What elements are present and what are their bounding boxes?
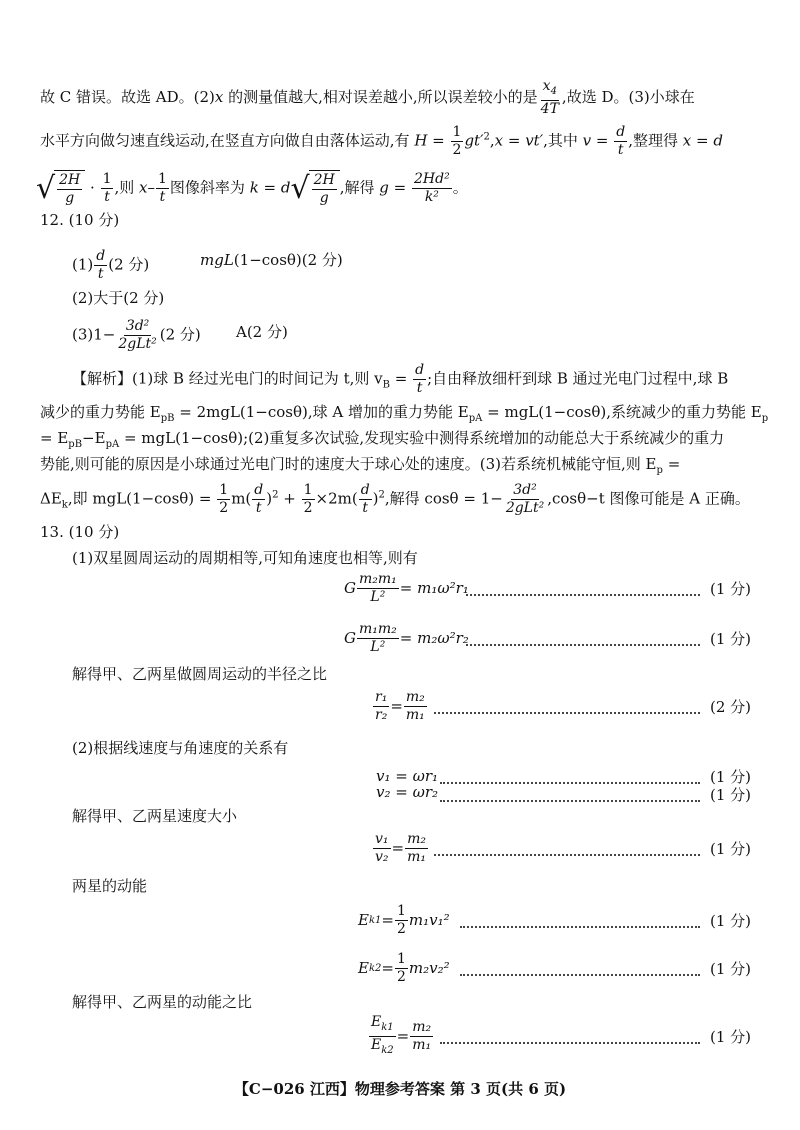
text: mgL <box>200 251 234 269</box>
fraction <box>373 689 389 724</box>
fraction <box>405 831 428 866</box>
q13-step-4: 解得甲、乙两星速度大小 <box>72 807 238 825</box>
fraction <box>116 318 158 353</box>
text: 图像斜率为 <box>169 178 250 197</box>
text: = m₂ω²r₂ <box>399 629 469 647</box>
text: ,故选 D。(3)小球在 <box>561 88 695 106</box>
frac-num: d <box>254 482 264 498</box>
subscript: 4 <box>550 86 557 97</box>
frac-num: 3d² <box>125 318 150 334</box>
q13-eq-7 <box>358 900 450 940</box>
sqrt <box>36 170 85 207</box>
points-label: (1 分) <box>710 768 752 786</box>
text: −E <box>82 429 106 447</box>
q12-analysis-2 <box>40 402 768 429</box>
fraction <box>359 482 372 517</box>
frac-num: 1 <box>396 902 406 919</box>
text: – <box>147 178 155 197</box>
frac-den: t <box>416 380 423 396</box>
q13-eq-5: v₂ = ωr₂ <box>376 783 439 801</box>
fraction <box>451 124 464 159</box>
text: = mgL(1−cosθ),系统减少的重力势能 E <box>482 403 762 421</box>
frac-num: d <box>96 248 106 264</box>
frac-num: m₂ <box>405 688 425 705</box>
frac-num: 3d² <box>513 482 537 498</box>
leader-dots <box>434 854 700 856</box>
frac-den: 2 <box>396 920 406 937</box>
fraction <box>252 482 265 517</box>
frac-num: 1 <box>452 124 462 140</box>
text: ,整理得 <box>628 131 683 150</box>
text: m( <box>231 489 252 508</box>
para1-line2 <box>40 124 723 159</box>
text: ΔE <box>40 489 62 508</box>
text: 的测量值越大,相对误差越小,所以误差较小的是 <box>223 88 538 106</box>
text: ×2m( <box>315 489 358 508</box>
q13-eq-1 <box>344 570 469 606</box>
subscript: k <box>61 499 68 511</box>
text: H <box>414 131 428 150</box>
frac-den: g <box>319 190 329 206</box>
fraction <box>357 571 399 606</box>
text: x <box>214 88 224 106</box>
text: ,cosθ−t 图像可能是 A 正确。 <box>547 489 750 508</box>
text: (1) <box>72 255 94 274</box>
points-label: (2 分) <box>710 698 752 716</box>
text: 【解析】(1)球 B 经过光电门的时间记为 t,则 v <box>72 369 383 388</box>
q12-analysis-4 <box>40 454 680 481</box>
fraction <box>217 482 230 517</box>
text: gt′ <box>464 131 484 150</box>
text: = 2mgL(1−cosθ),球 A 增加的重力势能 E <box>174 403 469 421</box>
points-label: (1 分) <box>710 580 752 598</box>
frac-den: t <box>255 500 262 516</box>
frac-den: v₂ <box>375 848 389 865</box>
frac-num: d <box>415 362 425 378</box>
fraction <box>94 248 107 283</box>
q12-analysis-1 <box>72 362 728 397</box>
text: 水平方向做匀速直线运动,在竖直方向做自由落体运动,有 <box>40 131 415 150</box>
frac-num: m₂ <box>412 1018 432 1035</box>
leader-dots <box>460 974 700 976</box>
radical-sign: √ <box>290 170 310 206</box>
subscript: p <box>656 465 663 476</box>
frac-num: 1 <box>219 482 229 498</box>
frac-num: r₁ <box>375 688 388 705</box>
text: + <box>278 489 301 508</box>
frac-num: x <box>542 78 551 94</box>
text: = E <box>40 429 69 447</box>
text: v <box>582 131 592 150</box>
text: (1−cosθ)(2 分) <box>233 251 343 269</box>
fraction <box>614 124 627 159</box>
frac-num: v₁ <box>375 830 389 847</box>
text: (3)1− <box>72 325 116 344</box>
leader-dots <box>466 594 700 596</box>
frac-den: r₂ <box>375 706 388 723</box>
frac-den: L² <box>370 588 386 605</box>
text: x = vt′ <box>494 131 544 150</box>
points-label: (1 分) <box>710 1028 752 1046</box>
text: ,解得 <box>339 178 380 197</box>
frac-den: t <box>159 189 166 205</box>
points-label: (1 分) <box>710 912 752 930</box>
text: = <box>389 369 413 388</box>
q12-answer-1b <box>200 250 343 270</box>
subscript: k2 <box>368 962 382 974</box>
text: G <box>344 579 356 597</box>
frac-den: m₁ <box>407 848 426 865</box>
superscript: 2 <box>378 489 385 501</box>
superscript: 2 <box>272 489 279 501</box>
frac-num: 1 <box>303 482 313 498</box>
q13-step-6: 解得甲、乙两星的动能之比 <box>72 993 253 1011</box>
frac-num: 1 <box>102 171 112 187</box>
q12-answer-2: (2)大于(2 分) <box>72 289 165 307</box>
q12-answer-3b: A(2 分) <box>236 323 288 341</box>
fraction <box>395 951 408 986</box>
frac-num: m₁m₂ <box>358 620 397 637</box>
superscript: 2 <box>483 131 490 143</box>
frac-num: E <box>371 1013 382 1030</box>
frac-den: 2gLt² <box>118 336 157 352</box>
subscript: B <box>382 379 390 391</box>
text: m₁v₁² <box>408 911 450 929</box>
text: = <box>390 697 403 715</box>
text: · <box>85 178 100 197</box>
text: = <box>391 839 405 857</box>
points-label: (1 分) <box>710 840 752 858</box>
subscript: pA <box>105 439 120 450</box>
text: G <box>344 629 356 647</box>
frac-den: t <box>104 189 110 205</box>
fraction <box>412 171 452 206</box>
text: = m₁ω²r₁ <box>399 579 469 597</box>
points-label: (1 分) <box>710 630 752 648</box>
q13-eq-3 <box>372 686 428 726</box>
text: 势能,则可能的原因是小球通过光电门时的速度大于球心处的速度。(3)若系统机械能守恒,则 E <box>40 455 657 473</box>
score: (2 分) <box>108 255 150 274</box>
text: ) <box>372 489 379 508</box>
text: = <box>591 131 614 150</box>
score: (2 分) <box>159 325 201 344</box>
frac-num: 1 <box>396 950 406 967</box>
q12-answer-1 <box>72 248 149 283</box>
fraction <box>373 831 391 866</box>
leader-dots <box>440 1042 700 1044</box>
frac-den: m₁ <box>405 706 425 723</box>
frac-den: L² <box>370 638 386 655</box>
text: g <box>379 178 389 197</box>
para1-line1 <box>40 78 695 118</box>
q13-eq-4: v₁ = ωr₁ <box>376 767 439 785</box>
subscript: k1 <box>381 1021 394 1033</box>
frac-num: 2Hd² <box>414 171 450 187</box>
frac-num: d <box>616 124 626 140</box>
text: = <box>396 1027 410 1045</box>
q12-answer-3 <box>72 318 201 353</box>
text: x <box>139 178 148 197</box>
points-label: (1 分) <box>710 786 752 804</box>
frac-den: t <box>97 266 104 282</box>
text: x = d <box>682 131 723 150</box>
text: ) <box>266 489 273 508</box>
subscript: pB <box>68 439 83 450</box>
q13-step-1: (1)双星圆周运动的周期相等,可知角速度也相等,则有 <box>72 549 418 567</box>
frac-num: 1 <box>158 171 167 187</box>
fraction <box>539 78 561 118</box>
frac-num: m₂ <box>407 830 426 847</box>
q13-heading: 13. (10 分) <box>40 523 120 541</box>
frac-den: 2 <box>219 500 229 516</box>
fraction <box>404 689 427 724</box>
q12-analysis-5 <box>40 482 750 517</box>
radical-sign: √ <box>36 170 56 206</box>
q13-eq-8 <box>358 948 450 988</box>
fraction <box>395 903 408 938</box>
frac-den: m₁ <box>412 1036 432 1053</box>
frac-den: t <box>617 142 624 158</box>
frac-den: 2 <box>396 968 406 985</box>
text: = <box>662 455 681 473</box>
subscript: k2 <box>381 1044 394 1056</box>
text: = <box>381 959 394 977</box>
leader-dots <box>466 644 700 646</box>
subscript: p <box>761 413 769 424</box>
fraction <box>302 482 315 517</box>
text: ,则 <box>114 178 140 197</box>
frac-num: 2H <box>313 172 335 188</box>
text: = <box>427 131 450 150</box>
frac-den: 4T <box>540 101 559 117</box>
frac-den: g <box>65 190 75 206</box>
frac-den: 2 <box>303 500 313 516</box>
text: ,其中 <box>543 131 583 150</box>
subscript: k1 <box>368 914 382 926</box>
frac-num: 2H <box>59 172 81 188</box>
text: k = d <box>249 178 291 197</box>
q13-eq-2 <box>344 620 469 656</box>
text: = <box>388 178 412 197</box>
para1-line3 <box>36 170 468 207</box>
q13-step-3: (2)根据线速度与角速度的关系有 <box>72 739 289 757</box>
fraction <box>504 482 546 517</box>
leader-dots <box>440 800 700 802</box>
page-footer: 【C−026 江西】物理参考答案 第 3 页(共 6 页) <box>233 1080 567 1098</box>
q13-step-5: 两星的动能 <box>72 877 148 895</box>
text: ;自由释放细杆到球 B 通过光电门过程中,球 B <box>427 369 729 388</box>
leader-dots <box>434 712 700 714</box>
text: 。 <box>452 178 468 197</box>
subscript: pB <box>160 413 175 424</box>
text: m₂v₂² <box>408 959 450 977</box>
q13-eq-6 <box>372 828 429 868</box>
fraction <box>357 621 399 656</box>
points-label: (1 分) <box>710 960 752 978</box>
text: , <box>489 131 495 150</box>
text: 减少的重力势能 E <box>40 403 161 421</box>
text: 故 C 错误。故选 AD。(2) <box>40 88 215 106</box>
text: E <box>358 911 369 929</box>
frac-den: 2gLt² <box>505 500 545 516</box>
fraction <box>156 171 169 206</box>
q12-heading: 12. (10 分) <box>40 211 120 229</box>
fraction <box>369 1014 396 1059</box>
fraction <box>413 362 426 397</box>
frac-den: E <box>371 1036 382 1053</box>
leader-dots <box>440 782 700 784</box>
text: = <box>381 911 394 929</box>
sqrt <box>291 170 340 207</box>
text: ,即 mgL(1−cosθ) = <box>67 489 217 508</box>
q13-eq-9 <box>368 1014 434 1058</box>
frac-num: d <box>360 482 370 498</box>
frac-den: 2 <box>452 142 462 158</box>
fraction <box>101 171 114 206</box>
text: E <box>358 959 369 977</box>
subscript: pA <box>468 413 483 424</box>
frac-den: t <box>362 500 368 516</box>
frac-den: k² <box>424 189 439 205</box>
leader-dots <box>460 926 700 928</box>
q13-step-2: 解得甲、乙两星做圆周运动的半径之比 <box>72 665 328 683</box>
q12-analysis-3 <box>40 428 724 455</box>
frac-num: m₂m₁ <box>358 570 397 587</box>
text: ,解得 cosθ = 1− <box>384 489 503 508</box>
fraction <box>410 1019 433 1054</box>
text: = mgL(1−cosθ);(2)重复多次试验,发现实验中测得系统增加的动能总大于系统减少的重力 <box>119 429 725 447</box>
